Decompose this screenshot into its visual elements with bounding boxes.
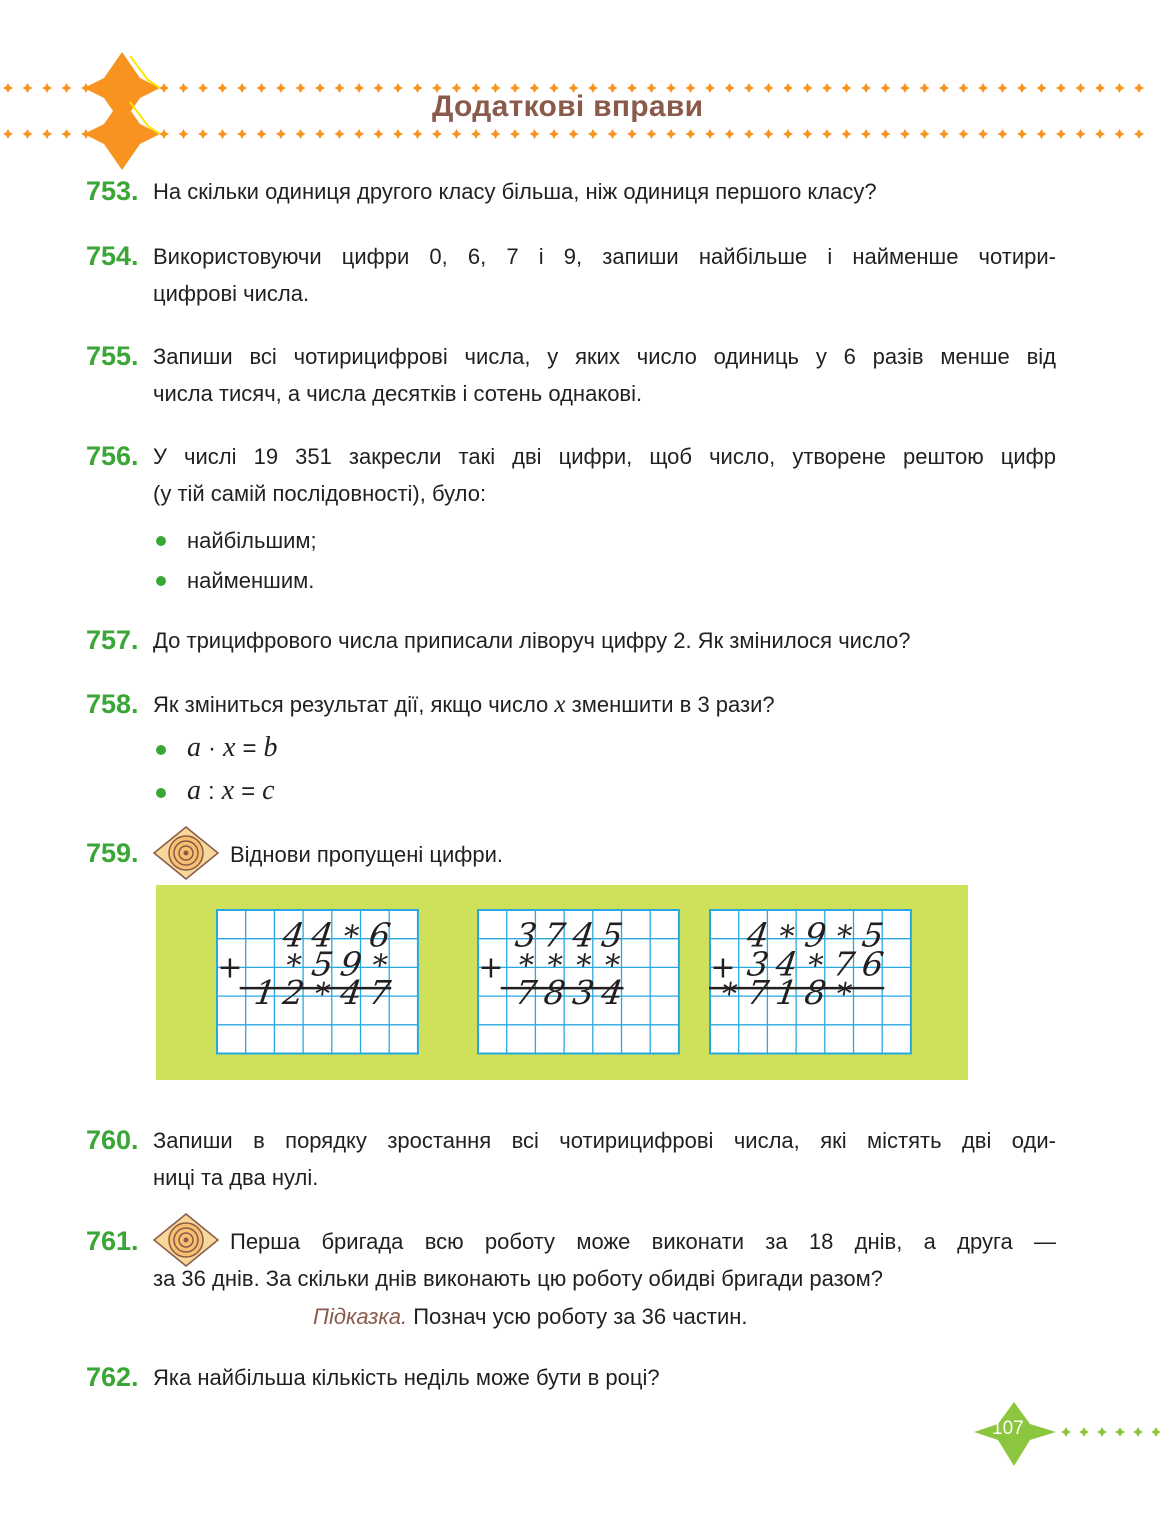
dot-star-icon	[393, 83, 403, 93]
dot-star-icon	[3, 129, 13, 139]
dot-star-icon	[1115, 129, 1125, 139]
dot-star-icon	[998, 83, 1008, 93]
dot-star-icon	[939, 129, 949, 139]
dot-star-icon	[627, 129, 637, 139]
digit: 8	[802, 973, 829, 1012]
digit: 7	[512, 973, 540, 1012]
missing-digit-star: *	[283, 948, 304, 984]
exercise-number-760: 760.	[86, 1125, 139, 1155]
dot-star-icon	[257, 129, 267, 139]
dot-star-icon	[1076, 129, 1086, 139]
dot-star-icon	[296, 129, 306, 139]
exercise-text-759: Віднови пропущені цифри.	[230, 842, 504, 867]
dot-star-icon	[510, 129, 520, 139]
dot-star-icon	[237, 83, 247, 93]
dot-star-icon	[218, 83, 228, 93]
dot-star-icon	[42, 129, 52, 139]
dot-star-icon	[179, 83, 189, 93]
dot-star-icon	[1134, 129, 1144, 139]
bullet-dot	[156, 536, 166, 546]
dot-star-icon	[179, 129, 189, 139]
dot-star-icon	[1037, 129, 1047, 139]
dot-star-icon	[978, 129, 988, 139]
addition-puzzle-2	[477, 909, 680, 1060]
digit: 4	[337, 973, 365, 1012]
digit: 4	[744, 915, 772, 955]
dot-star-icon	[549, 129, 559, 139]
orange-star-icon	[84, 98, 160, 170]
dot-star-icon	[335, 129, 345, 139]
dot-star-icon	[900, 83, 910, 93]
dot-star-icon	[159, 83, 169, 93]
dot-star-icon	[276, 129, 286, 139]
variable-x: x	[554, 691, 566, 718]
dot-star-icon	[1056, 83, 1066, 93]
digit: 6	[859, 944, 887, 984]
exercise-text-761-line1: Перша бригада всю роботу може виконати за 18 днів, а друга —	[230, 1229, 1056, 1254]
dot-star-icon	[257, 83, 267, 93]
dot-star-icon	[998, 129, 1008, 139]
dot-star-icon	[491, 129, 501, 139]
digit: 1	[773, 973, 800, 1012]
dot-star-icon	[198, 129, 208, 139]
missing-digit-star: *	[805, 948, 826, 984]
addition-puzzle-1	[216, 909, 419, 1060]
exercise-text-754: Використовуючи цифри 0, 6, 7 і 9, запиши найбільше і найменше чотири- цифрові числа.	[153, 244, 1056, 306]
digit: 8	[541, 973, 568, 1012]
dot-star-icon	[588, 129, 598, 139]
dot-star-icon	[1115, 1427, 1125, 1437]
dot-star-icon	[159, 129, 169, 139]
exercise-number-756: 756.	[86, 441, 139, 471]
dot-star-icon	[705, 129, 715, 139]
dot-star-icon	[62, 83, 72, 93]
digit: 3	[744, 944, 772, 984]
dot-star-icon	[23, 129, 33, 139]
missing-digit-star: *	[340, 919, 361, 955]
dot-star-icon	[3, 83, 13, 93]
dot-star-icon	[374, 129, 384, 139]
dot-star-icon	[744, 129, 754, 139]
bullet-dot	[156, 576, 166, 586]
dot-star-icon	[1037, 83, 1047, 93]
dot-star-icon	[354, 129, 364, 139]
dot-star-icon	[23, 83, 33, 93]
dot-star-icon	[744, 83, 754, 93]
digit: 5	[859, 915, 887, 955]
dot-star-icon	[783, 83, 793, 93]
bullet-dot	[156, 745, 166, 755]
dot-star-icon	[1134, 83, 1144, 93]
missing-digit-star: *	[833, 919, 854, 955]
dot-star-icon	[881, 129, 891, 139]
dot-star-icon	[276, 83, 286, 93]
dot-star-icon	[1095, 83, 1105, 93]
dot-star-icon	[1061, 1427, 1071, 1437]
exercise-number-761: 761.	[86, 1226, 139, 1256]
dot-star-icon	[900, 129, 910, 139]
dot-star-icon	[198, 83, 208, 93]
missing-digit-star: *	[719, 977, 740, 1012]
page-number: 107	[992, 1418, 1024, 1439]
dot-star-icon	[432, 129, 442, 139]
bullet-text: найменшим.	[187, 568, 315, 593]
dot-star-icon	[315, 129, 325, 139]
missing-digit-star: *	[776, 919, 797, 955]
exercise-text-756: У числі 19 351 закресли такі дві цифри, щоб число, утворене рештою цифр (у тій самій послідовності), було:	[153, 444, 1056, 506]
dot-star-icon	[1079, 1427, 1089, 1437]
exercise-number-757: 757.	[86, 625, 139, 655]
digit: 4	[309, 915, 336, 955]
dot-star-icon	[939, 83, 949, 93]
digit: 3	[512, 915, 540, 955]
digit: 4	[773, 944, 800, 984]
dot-star-icon	[842, 129, 852, 139]
exercise-number-762: 762.	[86, 1362, 139, 1392]
dot-star-icon	[959, 129, 969, 139]
exercise-text-755: Запиши всі чотирицифрові числа, у яких число одиниць у 6 разів менше від числа тисяч, а числа десятків і сотень однакові.	[153, 344, 1056, 406]
dot-star-icon	[861, 83, 871, 93]
dot-star-icon	[1133, 1427, 1143, 1437]
digit: 6	[366, 915, 394, 955]
exercise-number-758: 758.	[86, 689, 139, 719]
digit: 5	[309, 944, 336, 984]
exercise-text-760: Запиши в порядку зростання всі чотирицифрові числа, які містять дві оди- ниці та два нулі.	[153, 1128, 1056, 1190]
dot-star-icon	[783, 129, 793, 139]
digit: 2	[280, 973, 307, 1012]
page-title: Додаткові вправи	[432, 90, 704, 123]
dot-star-icon	[822, 129, 832, 139]
dot-star-icon	[315, 83, 325, 93]
digit: 1	[251, 973, 279, 1012]
dot-star-icon	[1056, 129, 1066, 139]
dot-star-icon	[62, 129, 72, 139]
digit: 7	[744, 973, 772, 1012]
dot-star-icon	[920, 83, 930, 93]
bullet-text: найбільшим;	[187, 528, 317, 553]
dot-star-icon	[1115, 83, 1125, 93]
dot-star-icon	[978, 83, 988, 93]
hint: Підказка. Познач усю роботу за 36 частин.	[313, 1304, 748, 1329]
plus-sign: +	[478, 950, 504, 986]
dot-star-icon	[452, 129, 462, 139]
dot-star-icon	[1095, 129, 1105, 139]
formula-divide: a : x = c	[187, 775, 275, 806]
dot-star-icon	[705, 83, 715, 93]
digit: 4	[280, 915, 308, 955]
missing-digit-star: *	[369, 948, 390, 984]
dot-star-icon	[393, 129, 403, 139]
formula-multiply: a · x = b	[187, 732, 278, 763]
addition-puzzle-3	[709, 909, 912, 1060]
missing-digit-star: *	[544, 948, 565, 984]
dot-star-icon	[471, 129, 481, 139]
dot-star-icon	[1097, 1427, 1107, 1437]
dot-star-icon	[647, 129, 657, 139]
dot-star-icon	[218, 129, 228, 139]
dot-star-icon	[725, 129, 735, 139]
dot-star-icon	[920, 129, 930, 139]
digit: 7	[366, 973, 394, 1012]
missing-digit-star: *	[833, 977, 854, 1012]
digit: 9	[802, 915, 829, 955]
digit: 7	[830, 944, 858, 984]
exercise-number-753: 753.	[86, 176, 139, 206]
exercise-text-758: Як зміниться результат дії, якщо число x зменшити в 3 рази?	[153, 691, 775, 718]
missing-digit-star: *	[573, 948, 594, 984]
dot-star-icon	[959, 83, 969, 93]
labyrinth-icon	[152, 825, 220, 881]
dot-star-icon	[1151, 1427, 1160, 1437]
exercise-number-754: 754.	[86, 241, 139, 271]
dot-star-icon	[354, 83, 364, 93]
dot-star-icon	[686, 129, 696, 139]
missing-digit-star: *	[601, 948, 622, 984]
dot-star-icon	[1017, 83, 1027, 93]
digit: 9	[337, 944, 365, 984]
exercise-text-761-line2: за 36 днів. За скільки днів виконають цю роботу обидві бригади разом?	[153, 1266, 884, 1291]
dot-star-icon	[569, 129, 579, 139]
dot-star-icon	[1076, 83, 1086, 93]
plus-sign: +	[710, 950, 736, 986]
exercise-text-753: На скільки одиниця другого класу більша, ніж одиниця першого класу?	[153, 179, 877, 204]
dot-star-icon	[842, 83, 852, 93]
exercise-number-759: 759.	[86, 838, 139, 868]
dot-star-icon	[1017, 129, 1027, 139]
dot-star-icon	[413, 129, 423, 139]
digit: 4	[598, 973, 626, 1012]
dot-star-icon	[296, 83, 306, 93]
dot-star-icon	[764, 83, 774, 93]
dot-star-icon	[335, 83, 345, 93]
dot-star-icon	[237, 129, 247, 139]
dot-star-icon	[374, 83, 384, 93]
exercise-text-757: До трицифрового числа приписали ліворуч цифру 2. Як змінилося число?	[153, 628, 911, 653]
dot-star-icon	[803, 129, 813, 139]
digit: 7	[541, 915, 569, 955]
dot-star-icon	[803, 83, 813, 93]
digit: 5	[598, 915, 626, 955]
exercise-text-762: Яка найбільша кількість неділь може бути в році?	[153, 1365, 660, 1390]
dot-star-icon	[666, 129, 676, 139]
dot-star-icon	[881, 83, 891, 93]
plus-sign: +	[217, 950, 243, 986]
dot-star-icon	[530, 129, 540, 139]
dot-star-icon	[861, 129, 871, 139]
exercise-number-755: 755.	[86, 341, 139, 371]
dot-star-icon	[413, 83, 423, 93]
dot-star-icon	[764, 129, 774, 139]
dot-star-icon	[822, 83, 832, 93]
dot-star-icon	[608, 129, 618, 139]
digit: 4	[570, 915, 597, 955]
digit: 3	[570, 973, 597, 1012]
dot-star-icon	[725, 83, 735, 93]
missing-digit-star: *	[515, 948, 536, 984]
dot-star-icon	[42, 83, 52, 93]
bullet-dot	[156, 788, 166, 798]
missing-digit-star: *	[312, 977, 333, 1012]
